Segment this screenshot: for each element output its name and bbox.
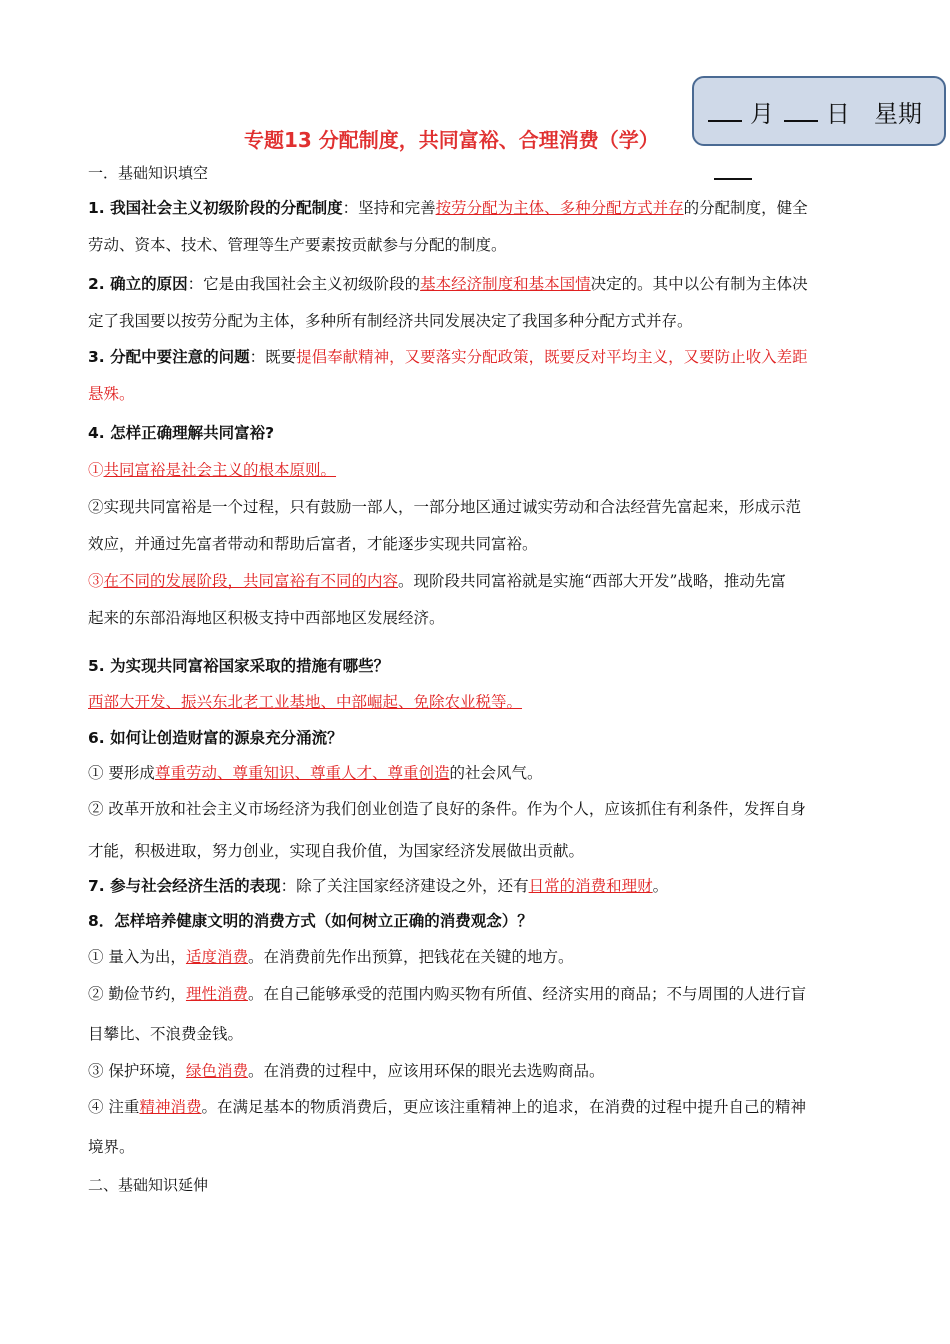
p8-item-2-answer: 理性消费	[185, 985, 248, 1003]
p8-item-3-pre: ③ 保护环境，	[88, 1062, 186, 1080]
p7-pre: ：除了关注国家经济建设之外，还有	[280, 877, 529, 895]
p8-item-2-pre: ② 勤俭节约，	[88, 985, 186, 1003]
p2-post: 决定的。其中以公有制为主体决	[590, 275, 808, 293]
p1-pre: ：坚持和完善	[342, 199, 436, 217]
p5-answer: 西部大开发、振兴东北老工业基地、中部崛起、免除农业税等。	[88, 693, 523, 711]
p8-item-4-answer: 精神消费	[139, 1098, 202, 1116]
day-blank	[784, 100, 818, 122]
p4-label: 4. 怎样正确理解共同富裕?	[88, 424, 275, 442]
p3-answer: 提倡奉献精神，又要落实分配政策，既要反对平均主义，又要防止收入差距	[296, 348, 808, 366]
p4-item-2b: 效应，并通过先富者带动和帮助后富者，才能逐步实现共同富裕。	[88, 535, 538, 553]
p8-item-4	[88, 1096, 878, 1118]
p5-label: 5. 为实现共同富裕国家采取的措施有哪些？	[88, 657, 390, 675]
p2-line2: 定了我国要以按劳分配为主体，多种所有制经济共同发展决定了我国多种分配方式并存。	[88, 312, 693, 330]
month-blank	[708, 100, 742, 122]
p4-item-3	[88, 570, 878, 592]
p6-item-1	[88, 762, 878, 784]
p8-item-2	[88, 983, 878, 1005]
week-label: 星期	[874, 99, 922, 128]
p2-answer: 基本经济制度和基本国情	[420, 275, 591, 293]
p4-item-3-answer: 在不同的发展阶段，共同富裕有不同的内容	[103, 572, 399, 590]
p8-item-4b: 境界。	[88, 1138, 135, 1156]
paragraph-1	[88, 197, 878, 219]
date-box	[692, 76, 946, 146]
p4-item-1-num: ①	[88, 461, 104, 479]
p7-post: 。	[652, 877, 669, 895]
section-heading-2: 二、基础知识延伸	[88, 1176, 209, 1194]
p7-label: 7. 参与社会经济生活的表现	[88, 877, 281, 895]
day-label: 日	[826, 99, 850, 128]
section-heading-1: 一．基础知识填空	[88, 164, 209, 182]
paragraph-2	[88, 273, 878, 295]
paragraph-3	[88, 346, 878, 368]
page-title: 专题13 分配制度，共同富裕、合理消费（学）	[244, 128, 659, 152]
p8-item-2b: 目攀比、不浪费金钱。	[88, 1025, 244, 1043]
p1-line2: 劳动、资本、技术、管理等生产要素按贡献参与分配的制度。	[88, 236, 507, 254]
p3-label: 3. 分配中要注意的问题	[88, 348, 250, 366]
p3-line2: 悬殊。	[88, 385, 135, 403]
p1-answer: 按劳分配为主体、多种分配方式并存	[435, 199, 684, 217]
p3-pre: ：既要	[249, 348, 297, 366]
p8-label: 8．怎样培养健康文明的消费方式（如何树立正确的消费观念）？	[88, 912, 533, 930]
p8-item-4-post: 。在满足基本的物质消费后，更应该注重精神上的追求，在消费的过程中提升自己的精神	[201, 1098, 806, 1116]
p8-item-1-answer: 适度消费	[185, 948, 248, 966]
p8-item-3	[88, 1060, 878, 1082]
p8-item-2-post: 。在自己能够承受的范围内购买物有所值、经济实用的商品；不与周围的人进行盲	[247, 985, 806, 1003]
p6-label: 6. 如何让创造财富的源泉充分涌流？	[88, 729, 343, 747]
p6-item-2a: ② 改革开放和社会主义市场经济为我们创业创造了良好的条件。作为个人，应该抓住有利条件，发挥自身	[88, 800, 806, 818]
p1-post: 的分配制度，健全	[683, 199, 808, 217]
p8-item-4-pre: ④ 注重	[88, 1098, 140, 1116]
p4-item-1-text: 共同富裕是社会主义的根本原则。	[103, 461, 337, 479]
p8-item-3-answer: 绿色消费	[185, 1062, 248, 1080]
p1-label: 1. 我国社会主义初级阶段的分配制度	[88, 199, 343, 217]
p6-item-1-post: 的社会风气。	[449, 764, 543, 782]
p8-item-1-post: 。在消费前先作出预算，把钱花在关键的地方。	[247, 948, 574, 966]
p8-item-1	[88, 946, 878, 968]
p6-item-2b: 才能，积极进取，努力创业，实现自我价值，为国家经济发展做出贡献。	[88, 842, 585, 860]
p2-label: 2. 确立的原因	[88, 275, 188, 293]
p4-item-2a: ②实现共同富裕是一个过程，只有鼓励一部人，一部分地区通过诚实劳动和合法经营先富起来，形成示范	[88, 498, 802, 516]
p4-item-3b: 起来的东部沿海地区积极支持中西部地区发展经济。	[88, 609, 445, 627]
p4-item-1	[88, 459, 878, 481]
p4-item-3-post: 。现阶段共同富裕就是实施“西部大开发”战略，推动先富	[398, 572, 786, 590]
p4-item-3-num: ③	[88, 572, 104, 590]
p2-pre: ：它是由我国社会主义初级阶段的	[187, 275, 421, 293]
paragraph-7	[88, 875, 878, 897]
p6-item-1-answer: 尊重劳动、尊重知识、尊重人才、尊重创造	[154, 764, 450, 782]
p6-item-1-pre: ① 要形成	[88, 764, 155, 782]
month-label: 月	[750, 99, 774, 128]
p8-item-1-pre: ① 量入为出，	[88, 948, 186, 966]
p7-answer: 日常的消费和理财	[528, 877, 653, 895]
p8-item-3-post: 。在消费的过程中，应该用环保的眼光去选购商品。	[247, 1062, 605, 1080]
